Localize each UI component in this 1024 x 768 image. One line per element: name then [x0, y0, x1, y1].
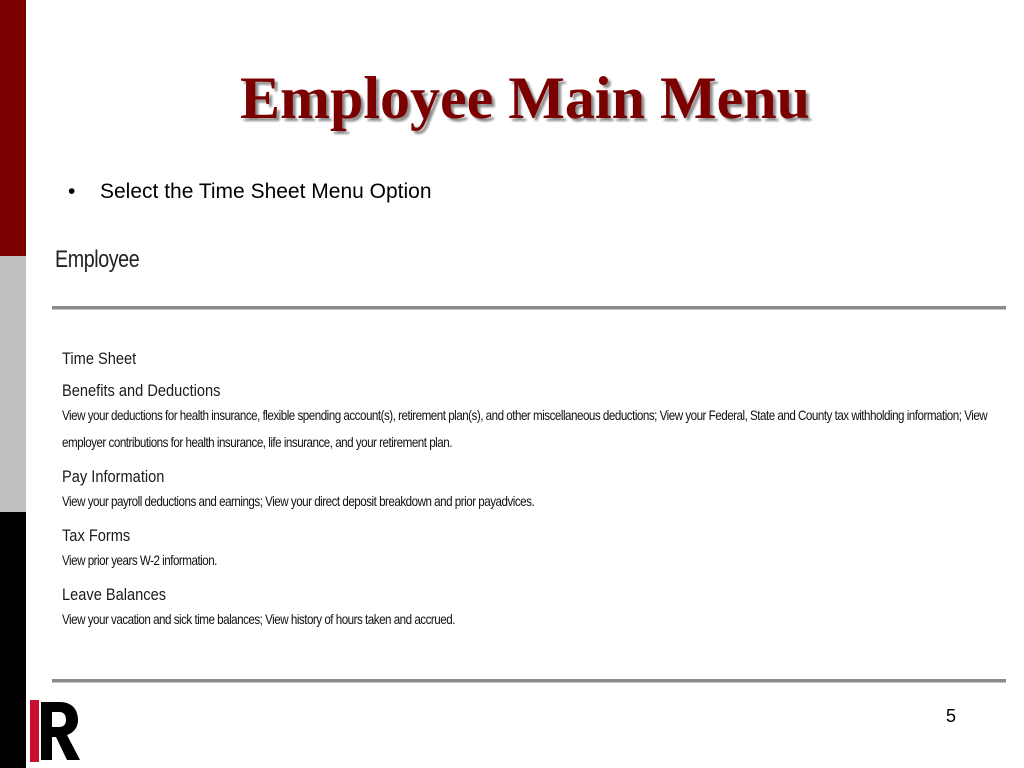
employee-menu-screenshot: [52, 232, 1006, 684]
menu-item-leave-balances: [62, 584, 1002, 633]
employee-heading: Employee: [55, 246, 140, 273]
tax-forms-link[interactable]: Tax Forms: [62, 526, 131, 545]
page-number: 5: [946, 706, 957, 726]
left-strip-red: [0, 0, 26, 256]
menu-item-tax-forms: [62, 525, 1002, 574]
benefits-deductions-link[interactable]: Benefits and Deductions: [62, 381, 221, 400]
pay-information-description: View your payroll deductions and earnings; View your direct deposit breakdown and prior payadvices.: [62, 493, 535, 509]
slide-title: Employee Main Menu: [240, 65, 810, 131]
left-strip-gray: [0, 256, 26, 512]
menu-item-benefits-deductions: [62, 380, 1002, 456]
menu-item-time-sheet: [62, 348, 1002, 370]
leave-balances-link[interactable]: Leave Balances: [62, 585, 167, 604]
bullet-marker: •: [68, 180, 76, 203]
r-logo-icon: [30, 700, 82, 762]
divider-bottom: [52, 679, 1006, 683]
time-sheet-link[interactable]: Time Sheet: [62, 349, 137, 368]
divider-top: [52, 306, 1006, 310]
logo-red-bar: [30, 700, 39, 762]
bullet-text: Select the Time Sheet Menu Option: [100, 180, 432, 203]
employee-menu: [62, 348, 1002, 643]
pay-information-link[interactable]: Pay Information: [62, 467, 165, 486]
leave-balances-description: View your vacation and sick time balances; View history of hours taken and accrued.: [62, 611, 455, 627]
menu-item-pay-information: [62, 466, 1002, 515]
tax-forms-description: View prior years W-2 information.: [62, 552, 217, 568]
logo-r-letter: [41, 702, 80, 760]
bullet-item: [68, 178, 432, 206]
benefits-deductions-description: View your deductions for health insurance, flexible spending account(s), retirement plan(s), and other miscellaneous deductions; View your Federal, State and County tax withholding information; View employer contributions for health insurance, life insurance, and your retirement plan.: [62, 407, 988, 450]
left-strip-black: [0, 512, 26, 768]
